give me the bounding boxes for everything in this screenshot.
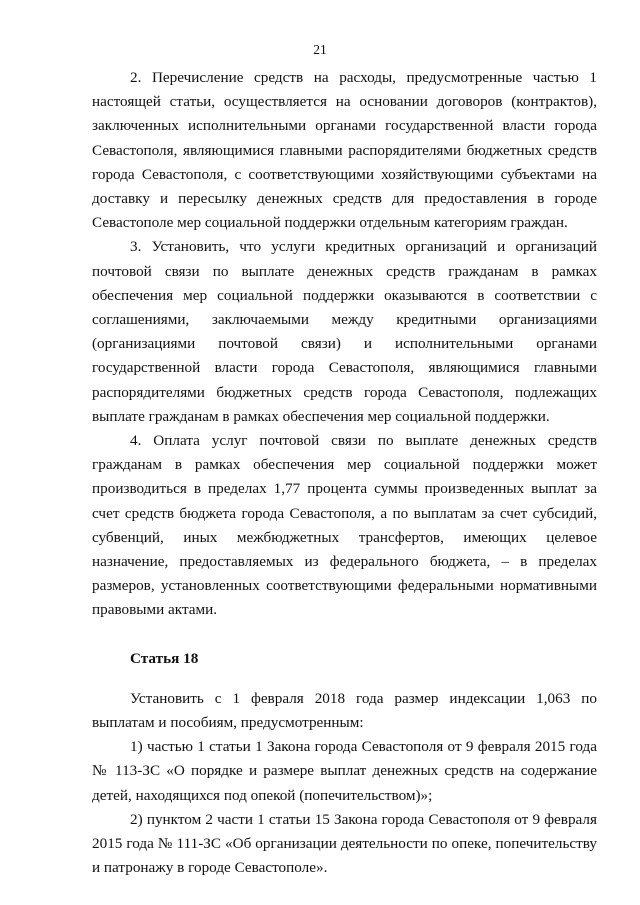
paragraph-3: 3. Установить, что услуги кредитных организаций и организаций почтовой связи по выплате денежных средств гражданам в рамках обеспечения мер социальной поддержки оказываются в соответствии с соглашениями, заключаемыми между кредитными организациями (организациями почтовой связи) и исполнительными органами государственной власти города Севастополя, являющимися главными распорядителями бюджетных средств города Севастополя, подлежащих выплате гражданам в рамках обеспечения мер социальной поддержки. bbox=[92, 238, 597, 425]
page-number: 21 bbox=[313, 42, 327, 57]
paragraph-4: 4. Оплата услуг почтовой связи по выплате денежных средств гражданам в рамках обеспечения мер социальной поддержки может производиться в пределах 1,77 процента суммы произведенных выплат за счет средств бюджета города Севастополя, а по выплатам за счет субсидий, субвенций, иных межбюджетных трансфертов, имеющих целевое назначение, предоставляемых из федерального бюджета, – в пределах размеров, установленных соответствующими федеральными нормативными правовыми актами. bbox=[92, 432, 597, 619]
article-intro: Установить с 1 февраля 2018 года размер индексации 1,063 по выплатам и пособиям, предусмотренным: bbox=[92, 689, 597, 732]
article-item-2: 2) пунктом 2 части 1 статьи 15 Закона города Севастополя от 9 февраля 2015 года № 111-ЗС «Об организации деятельности по опеке, попечительству и патронажу в городе Севастополе». bbox=[92, 810, 597, 877]
spacer bbox=[92, 671, 597, 687]
article-item-1: 1) частью 1 статьи 1 Закона города Севастополя от 9 февраля 2015 года № 113-ЗС «О порядке и размере выплат денежных средств на содержание детей, находящихся под опекой (попечительством)»; bbox=[92, 738, 597, 804]
page-body bbox=[92, 66, 597, 881]
article-heading: Статья 18 bbox=[130, 649, 199, 667]
paragraph-2: 2. Перечисление средств на расходы, предусмотренные частью 1 настоящей статьи, осуществляется на основании договоров (контрактов), заключенных исполнительными органами государственной власти города Севастополя, являющимися главными распорядителями бюджетных средств города Севастополя, с соответствующими хозяйствующими субъектами на доставку и пересылку денежных средств для предоставления в городе Севастополе мер социальной поддержки отдельным категориям граждан. bbox=[92, 69, 597, 232]
spacer bbox=[92, 623, 597, 647]
